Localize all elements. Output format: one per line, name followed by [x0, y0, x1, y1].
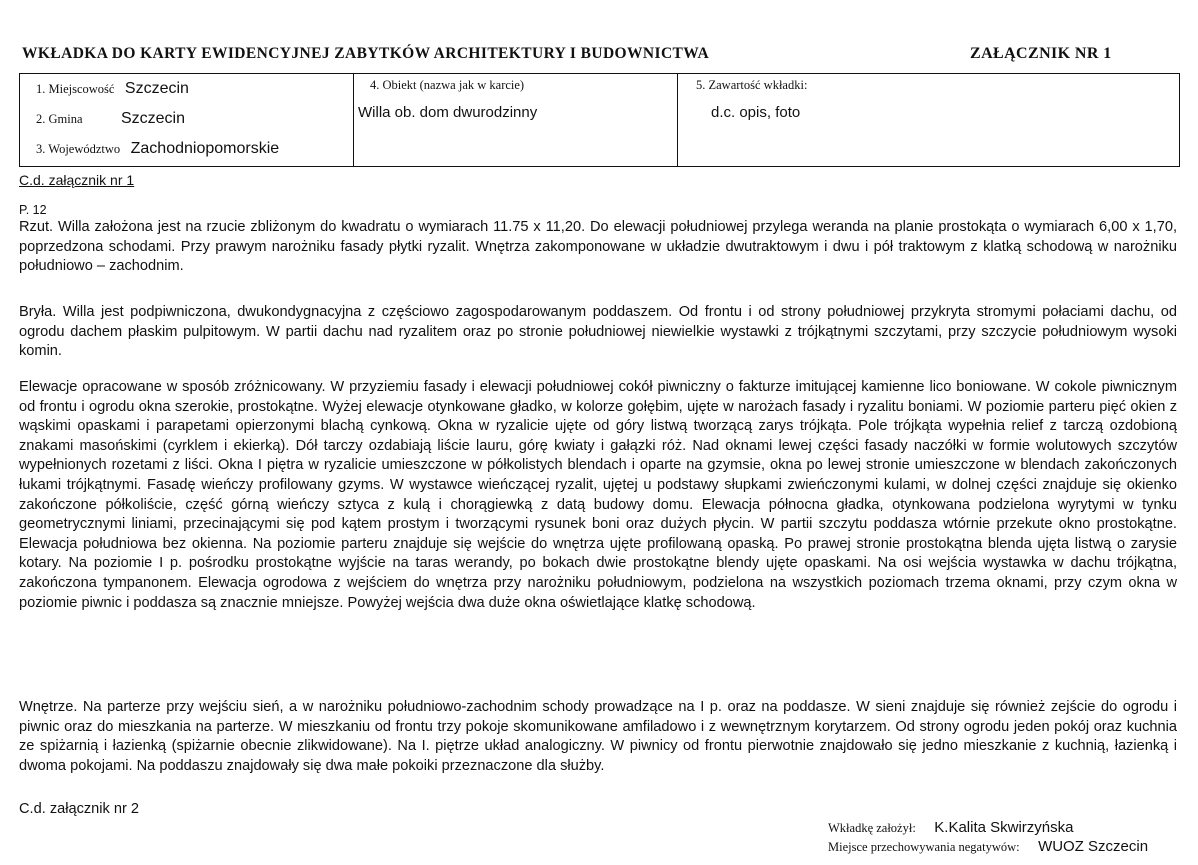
object-label: 4. Obiekt (nazwa jak w karcie) [370, 78, 525, 92]
negatives-label: Miejsce przechowywania negatywów: [828, 840, 1020, 854]
continuation-reference-top: C.d. załącznik nr 1 [19, 172, 135, 188]
object-value: Willa ob. dom dwurodzinny [358, 104, 538, 121]
negatives-value: WUOZ Szczecin [1038, 838, 1149, 855]
paragraph-wnetrze: Wnętrze. Na parterze przy wejściu sień, a w narożniku południowo-zachodnim schody prowadzące na I p. oraz na poddasze. W sieni znajduje się również zejście do ogrodu i piwnic oraz do mieszkania na parterze. W mieszkaniu od frontu trzy pokoje skomunikowane amfiladowo i z wewnętrznym korytarzem. Od strony ogrodu jeden pokój oraz kuchnia ze spiżarnią i łazienką (spiżarnie obecnie zlikwidowane). Na I. piętrze układ analogiczny. W piwnicy od frontu pierwotnie znajdowało się jedno mieszkanie z kuchnią, łazienką i dwoma pokojami. Na poddaszu znajdowały się dwa małe pokoiki przeznaczone dla służby. [19, 699, 1177, 774]
gmina-value: Szczecin [120, 110, 186, 127]
miejscowosc-value: Szczecin [124, 80, 189, 97]
paragraph-bryla: Bryła. Willa jest podpiwniczona, dwukondygnacyjna z częściowo zagospodarowanym poddaszem. Od frontu i od strony południowej przykryta stromymi połaciami dachu, od ogrodu dachem płaskim pulpitowym. W partii dachu nad ryzalitem oraz po stronie południowej niewielkie wystawki z trójkątnymi szczytami, przy szczycie południowym wysoki komin. [19, 304, 1177, 360]
info-table [19, 73, 1180, 167]
field-gmina [36, 110, 185, 128]
continuation-reference-bottom: C.d. załącznik nr 2 [19, 801, 140, 817]
table-divider [677, 74, 678, 166]
created-by-value: K.Kalita Skwirzyńska [934, 819, 1074, 836]
page-number: P. 12 [19, 203, 47, 217]
table-divider [353, 74, 354, 166]
field-miejscowosc [36, 80, 189, 98]
wojewodztwo-value: Zachodniopomorskie [130, 140, 280, 157]
field-wojewodztwo [36, 140, 279, 158]
paragraph-rzut: Rzut. Willa założona jest na rzucie zbliżonym do kwadratu o wymiarach 11.75 x 11,20. Do elewacji południowej przylega weranda na planie prostokąta o wymiarach 6,00 x 1,70, poprzedzona schodami. Przy prawym narożniku fasady płytki ryzalit. Wnętrza zakomponowane w układzie dwutraktowym i dwu i pół traktowym z klatką schodową w narożniku południowo – zachodnim. [19, 219, 1177, 275]
document-title: WKŁADKA DO KARTY EWIDENCYJNEJ ZABYTKÓW ARCHITEKTURY I BUDOWNICTWA [22, 45, 710, 62]
contents-value: d.c. opis, foto [711, 104, 801, 121]
footer-created-by [828, 819, 1073, 837]
annex-number: ZAŁĄCZNIK NR 1 [970, 45, 1112, 62]
gmina-label: 2. Gmina [36, 112, 83, 126]
miejscowosc-label: 1. Miejscowość [36, 82, 115, 96]
footer-negatives-location [828, 838, 1148, 865]
contents-label: 5. Zawartość wkładki: [696, 78, 808, 92]
paragraph-elewacje: Elewacje opracowane w sposób zróżnicowany. W przyziemiu fasady i elewacji południowej cokół piwniczny o fakturze imitującej kamienne lico boniowane. W cokole piwnicznym od frontu i ogrodu okna szerokie, prostokątne. Wyżej elewacje otynkowane gładko, w kolorze gołębim, ujęte w narożach fasady i ryzalitu boniami. W poziomie parteru pięć okien z wąskimi opaskami i parapetami opierzonymi blachą cynkową. Okna w ryzalicie ujęte od góry listwą tworzącą zarys trójkąta. Pole trójkąta wypełnia relief z tarczą ozdobioną znakami masońskimi (cyrklem i ekierką). Dół tarczy ozdabiają liście lauru, górę kwiaty i gałązki róż. Nad oknami lewej części fasady naczółki w formie wolutowych szczytów wypełnionych rozetami z liści. Okna I piętra w ryzalicie umieszczone w półkolistych blendach i oparte na gzymsie, okna po lewej stronie umieszczone w blendach zakończonych łukami trójkątnymi. Fasadę wieńczy profilowany gzyms. W wystawce wieńczącej ryzalit, ujętej u podstawy słupkami zwieńczonymi kulami, w dolnej części znajduje się okienko zakończone półkoliście, część górną wieńczy sztyca z kulą i chorągiewką z datą budowy domu. Elewacja północna gładka, otynkowana podzielona wyrytymi w tynku geometrycznymi liniami, przecinającymi się pod kątem prostym i tworzącymi rysunek boni oraz dużych płycin. W partii szczytu poddasza wtórnie przekute okno prostokątne. Elewacja południowa bez okienna. Na poziomie parteru znajduje się wejście do wnętrza ujęte profilowaną opaską. Po prawej stronie prostokątna blenda ujęta listwą o zarysie kotary. Na poziomie I p. pośrodku prostokątne wyjście na taras werandy, po bokach dwie prostokątne blendy ujęte opaskami. Na osi wejścia wystawka w dachu trójkątna, zakończona tympanonem. Elewacja ogrodowa z wejściem do wnętrza przy narożniku południowym, podzielona na wszystkich poziomach trzema oknami, przy czym okna w poziomie piwnic i poddasza są znacznie mniejsze. Powyżej wejścia dwa duże okna oświetlające klatkę schodową. [19, 379, 1177, 611]
wojewodztwo-label: 3. Województwo [36, 142, 121, 156]
created-by-label: Wkładkę założył: [828, 821, 916, 835]
